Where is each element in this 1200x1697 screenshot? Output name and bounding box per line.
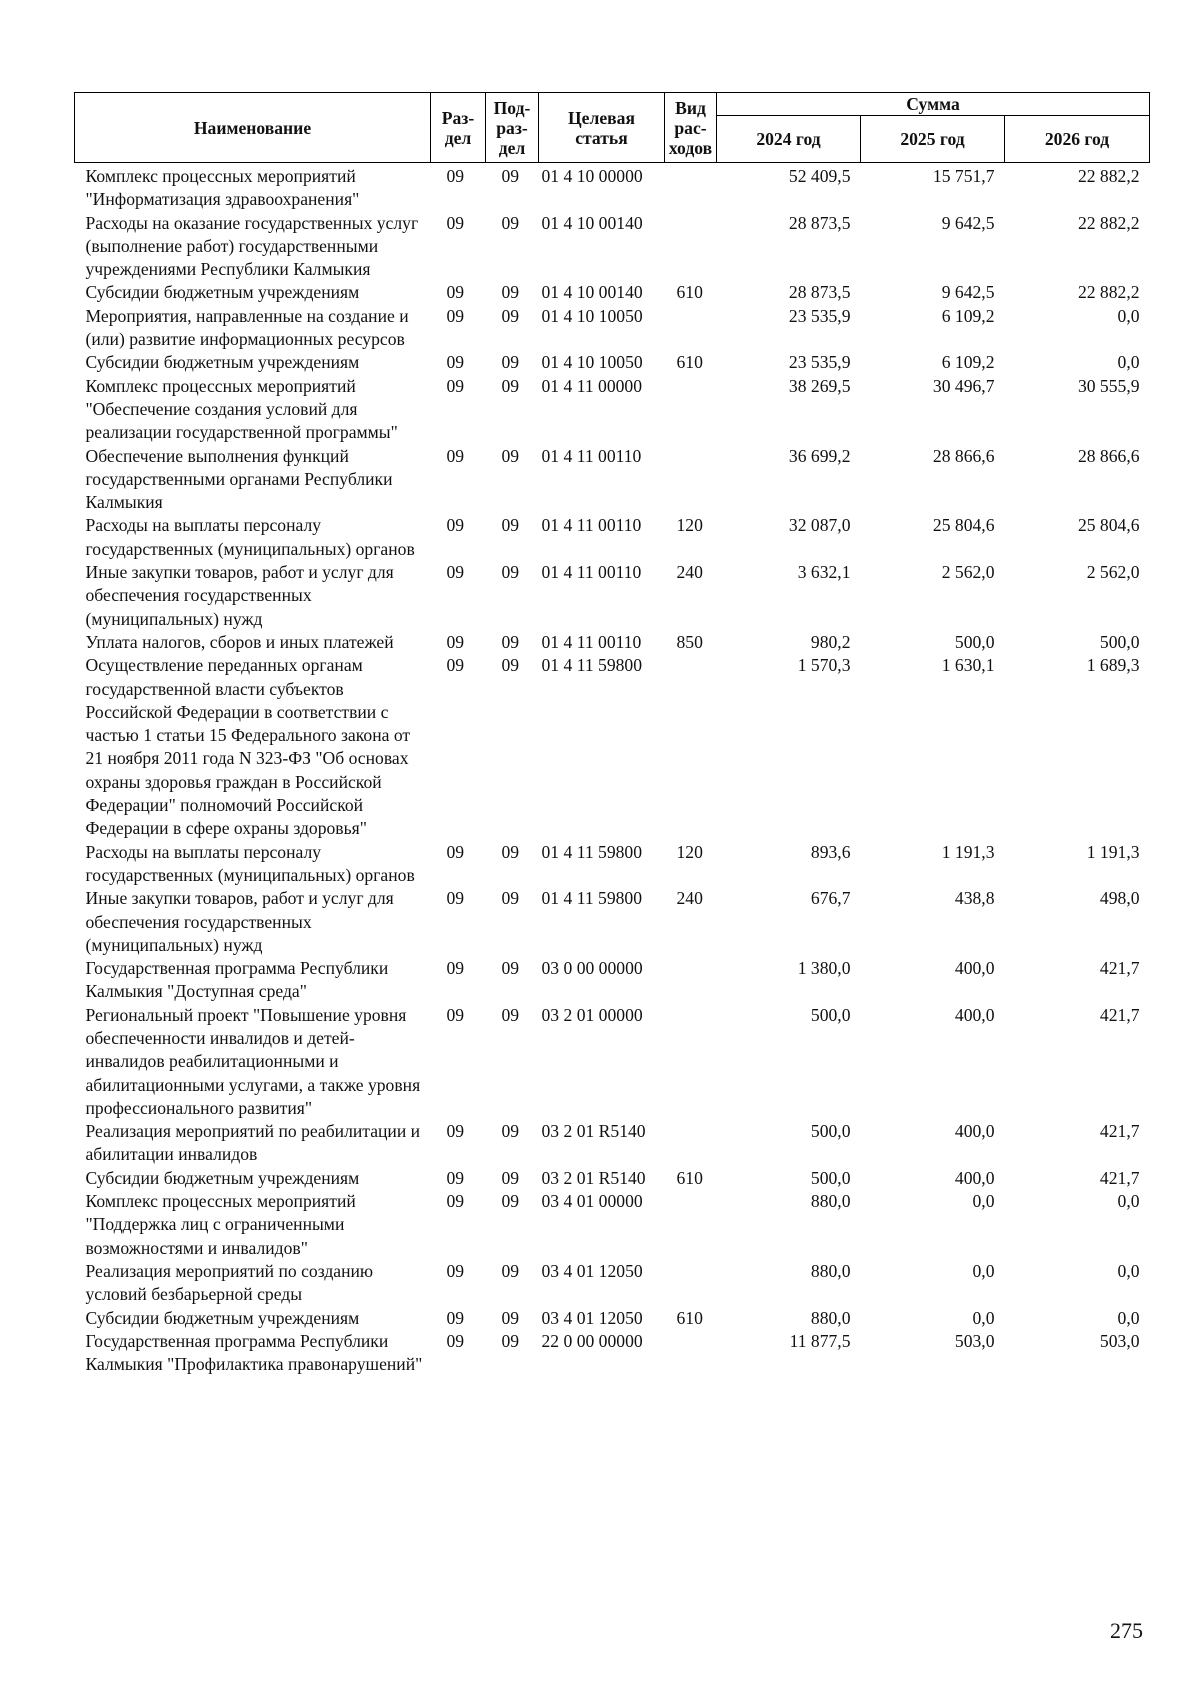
row-name: Расходы на выплаты персоналу государственных (муниципальных) органов	[85, 841, 415, 885]
row-name: Расходы на оказание государственных услуг (выполнение работ) государственными учреждениями Республики Калмыкия	[85, 212, 419, 280]
row-subsection: 09	[501, 562, 520, 583]
row-value-2024: 23 535,9	[788, 305, 851, 326]
row-value-2024: 880,0	[810, 1260, 851, 1281]
row-expense-type	[665, 305, 717, 352]
row-value-2024: 11 877,5	[789, 1330, 851, 1351]
row-value-2024: 676,7	[810, 888, 851, 909]
row-section: 09	[446, 1004, 465, 1025]
row-subsection: 09	[501, 1004, 520, 1025]
row-expense-type	[665, 957, 717, 1004]
row-target: 01 4 10 10050	[541, 352, 643, 373]
row-expense-type	[665, 1190, 717, 1260]
row-value-2026: 421,7	[1099, 1004, 1140, 1025]
table-row	[75, 957, 1150, 1004]
row-name: Реализация мероприятий по реабилитации и абилитации инвалидов	[85, 1121, 421, 1165]
row-target: 03 0 00 00000	[541, 958, 643, 979]
row-value-2025: 15 751,7	[932, 166, 995, 186]
row-value-2024: 500,0	[810, 1004, 851, 1025]
row-value-2026: 22 882,2	[1077, 282, 1140, 303]
row-value-2025: 1 191,3	[941, 841, 995, 862]
row-section: 09	[446, 841, 465, 862]
row-name: Уплата налогов, сборов и иных платежей	[85, 631, 394, 652]
header-2025: 2025 год	[861, 116, 1005, 163]
row-value-2026: 2 562,0	[1086, 562, 1140, 583]
row-value-2025: 400,0	[954, 958, 995, 979]
row-section: 09	[446, 212, 465, 233]
table-row	[75, 375, 1150, 445]
row-value-2024: 23 535,9	[788, 352, 851, 373]
row-value-2024: 500,0	[810, 1121, 851, 1142]
table-row	[75, 445, 1150, 515]
table-row	[75, 1120, 1150, 1167]
row-name: Реализация мероприятий по созданию условий безбарьерной среды	[85, 1260, 374, 1305]
row-value-2025: 9 642,5	[941, 212, 995, 233]
row-section: 09	[446, 655, 465, 676]
row-value-2026: 500,0	[1099, 631, 1140, 652]
row-value-2024: 38 269,5	[788, 375, 851, 396]
row-section: 09	[446, 166, 465, 186]
row-subsection: 09	[501, 655, 520, 676]
table-row	[75, 514, 1150, 561]
page-number: 275	[1110, 1618, 1143, 1643]
row-section: 09	[446, 1167, 465, 1188]
table-row	[75, 305, 1150, 352]
header-2026: 2026 год	[1005, 116, 1150, 163]
row-target: 01 4 11 00110	[541, 515, 642, 536]
row-target: 01 4 10 10050	[541, 305, 643, 326]
row-section: 09	[446, 305, 465, 326]
row-section: 09	[446, 1260, 465, 1281]
row-value-2025: 6 109,2	[941, 352, 995, 373]
row-name: Иные закупки товаров, работ и услуг для обеспечения государственных (муниципальных) нужд	[85, 888, 394, 955]
row-subsection: 09	[501, 1167, 520, 1188]
row-value-2025: 30 496,7	[932, 375, 995, 396]
row-section: 09	[446, 631, 465, 652]
table-row	[75, 561, 1150, 631]
row-value-2026: 421,7	[1099, 1121, 1140, 1142]
row-target: 03 4 01 00000	[541, 1191, 643, 1212]
row-value-2026: 0,0	[1117, 1260, 1140, 1281]
row-value-2026: 22 882,2	[1077, 212, 1140, 233]
row-name: Государственная программа Республики Калмыкия "Доступная среда"	[85, 958, 389, 1002]
row-value-2025: 0,0	[972, 1191, 995, 1212]
row-target: 01 4 11 00110	[541, 631, 642, 652]
row-target: 01 4 10 00000	[541, 166, 643, 186]
row-value-2026: 30 555,9	[1077, 375, 1140, 396]
row-value-2025: 0,0	[972, 1307, 995, 1328]
row-value-2025: 500,0	[954, 631, 995, 652]
table-row	[75, 281, 1150, 304]
row-section: 09	[446, 375, 465, 396]
header-name: Наименование	[75, 93, 431, 163]
row-expense-type: 610	[676, 1307, 703, 1328]
row-target: 03 4 01 12050	[541, 1307, 643, 1328]
row-name: Расходы на выплаты персоналу государственных (муниципальных) органов	[85, 515, 415, 559]
row-target: 01 4 10 00140	[541, 282, 643, 303]
row-name: Комплекс процессных мероприятий "Информатизация здравоохранения"	[85, 166, 360, 210]
row-value-2026: 22 882,2	[1077, 166, 1140, 186]
table-row	[75, 841, 1150, 888]
row-expense-type	[665, 445, 717, 515]
budget-table	[74, 92, 1150, 1376]
row-subsection: 09	[501, 1121, 520, 1142]
row-value-2025: 1 630,1	[941, 655, 995, 676]
row-section: 09	[446, 1121, 465, 1142]
row-target: 03 2 01 R5140	[541, 1121, 646, 1142]
row-target: 01 4 11 59800	[541, 655, 643, 676]
table-row	[75, 1330, 1150, 1377]
row-section: 09	[446, 958, 465, 979]
row-value-2024: 980,2	[810, 631, 851, 652]
table-row	[75, 1167, 1150, 1190]
row-expense-type: 610	[676, 1167, 703, 1188]
row-value-2025: 6 109,2	[941, 305, 995, 326]
row-section: 09	[446, 888, 465, 909]
row-target: 01 4 11 00110	[541, 562, 642, 583]
row-name: Субсидии бюджетным учреждениям	[85, 352, 360, 373]
row-subsection: 09	[501, 958, 520, 979]
row-value-2025: 28 866,6	[932, 445, 995, 466]
row-value-2025: 9 642,5	[941, 282, 995, 303]
row-value-2026: 503,0	[1099, 1330, 1140, 1351]
row-subsection: 09	[501, 375, 520, 396]
row-expense-type: 120	[676, 515, 703, 536]
row-value-2026: 25 804,6	[1077, 515, 1140, 536]
row-section: 09	[446, 515, 465, 536]
row-name: Субсидии бюджетным учреждениям	[85, 1167, 360, 1188]
table-row	[75, 1307, 1150, 1330]
header-expense-type	[665, 93, 717, 163]
table-body	[75, 163, 1150, 1377]
row-expense-type: 240	[676, 562, 703, 583]
row-expense-type: 240	[676, 888, 703, 909]
row-subsection: 09	[501, 282, 520, 303]
header-subsection-text: Под- раз- дел	[493, 97, 531, 158]
row-subsection: 09	[501, 631, 520, 652]
row-section: 09	[446, 562, 465, 583]
row-value-2026: 0,0	[1117, 352, 1140, 373]
row-value-2025: 400,0	[954, 1167, 995, 1188]
row-value-2025: 25 804,6	[932, 515, 995, 536]
table-row	[75, 887, 1150, 957]
row-name: Региональный проект "Повышение уровня обеспеченности инвалидов и детей-инвалидов реабилитационными и абилитационными услугами, а также уровня профессионального развития"	[85, 1004, 421, 1118]
row-expense-type: 610	[676, 282, 703, 303]
table-row	[75, 212, 1150, 282]
table-row	[75, 1260, 1150, 1307]
row-expense-type	[665, 1330, 717, 1377]
row-expense-type	[665, 375, 717, 445]
table-header	[75, 93, 1150, 163]
table-row	[75, 1190, 1150, 1260]
row-expense-type	[665, 163, 717, 212]
row-value-2026: 1 689,3	[1086, 655, 1140, 676]
row-value-2026: 0,0	[1117, 305, 1140, 326]
header-subsection	[486, 93, 539, 163]
table-row	[75, 163, 1150, 212]
row-name: Субсидии бюджетным учреждениям	[85, 1307, 360, 1328]
row-name: Осуществление переданных органам государственной власти субъектов Российской Федерации в соответствии с частью 1 статьи 15 Федерального закона от 21 ноября 2011 года N 323-ФЗ "Об основах охраны здоровья граждан в Российской Федерации" полномочий Российской Федерации в сфере охраны здоровья"	[85, 655, 411, 839]
row-value-2024: 28 873,5	[788, 282, 851, 303]
row-value-2025: 438,8	[954, 888, 995, 909]
row-value-2024: 3 632,1	[797, 562, 851, 583]
table-row	[75, 351, 1150, 374]
header-target-text: Целевая статья	[568, 107, 635, 148]
row-value-2025: 400,0	[954, 1121, 995, 1142]
row-expense-type: 610	[676, 352, 703, 373]
row-name: Комплекс процессных мероприятий "Поддержка лиц с ограниченными возможностями и инвалидов"	[85, 1191, 356, 1258]
row-subsection: 09	[501, 1307, 520, 1328]
row-section: 09	[446, 352, 465, 373]
header-target	[539, 93, 665, 163]
row-value-2025: 503,0	[954, 1330, 995, 1351]
row-name: Обеспечение выполнения функций государственными органами Республики Калмыкия	[85, 445, 393, 513]
row-subsection: 09	[501, 212, 520, 233]
row-value-2024: 36 699,2	[788, 445, 851, 466]
row-value-2025: 2 562,0	[941, 562, 995, 583]
row-value-2026: 1 191,3	[1086, 841, 1140, 862]
row-target: 01 4 11 00000	[541, 375, 643, 396]
row-name: Мероприятия, направленные на создание и (или) развитие информационных ресурсов	[85, 305, 409, 350]
row-value-2026: 498,0	[1099, 888, 1140, 909]
table-row	[75, 654, 1150, 840]
row-target: 01 4 11 59800	[541, 841, 643, 862]
row-subsection: 09	[501, 1330, 520, 1351]
row-section: 09	[446, 1307, 465, 1328]
row-subsection: 09	[501, 445, 520, 466]
row-subsection: 09	[501, 305, 520, 326]
row-value-2024: 880,0	[810, 1191, 851, 1212]
row-expense-type: 850	[676, 631, 703, 652]
row-value-2026: 0,0	[1117, 1191, 1140, 1212]
row-target: 01 4 10 00140	[541, 212, 643, 233]
row-target: 03 2 01 00000	[541, 1004, 643, 1025]
row-section: 09	[446, 1330, 465, 1351]
header-2024: 2024 год	[717, 116, 861, 163]
row-subsection: 09	[501, 1191, 520, 1212]
row-target: 03 4 01 12050	[541, 1260, 643, 1281]
row-value-2026: 421,7	[1099, 1167, 1140, 1188]
row-subsection: 09	[501, 166, 520, 186]
header-expense-type-text: Вид рас- ходов	[668, 97, 713, 158]
row-target: 01 4 11 59800	[541, 888, 643, 909]
header-section-text: Раз- дел	[441, 107, 475, 148]
row-section: 09	[446, 445, 465, 466]
row-target: 22 0 00 00000	[541, 1330, 643, 1351]
table-row	[75, 1004, 1150, 1120]
row-value-2024: 893,6	[810, 841, 851, 862]
row-subsection: 09	[501, 352, 520, 373]
row-subsection: 09	[501, 515, 520, 536]
row-value-2024: 880,0	[810, 1307, 851, 1328]
row-expense-type	[665, 1004, 717, 1120]
row-value-2025: 400,0	[954, 1004, 995, 1025]
row-value-2024: 32 087,0	[788, 515, 851, 536]
row-value-2024: 52 409,5	[788, 166, 851, 186]
header-section	[431, 93, 486, 163]
row-name: Субсидии бюджетным учреждениям	[85, 282, 360, 303]
row-name: Комплекс процессных мероприятий "Обеспечение создания условий для реализации государственной программы"	[85, 375, 398, 443]
row-expense-type	[665, 212, 717, 282]
row-section: 09	[446, 1191, 465, 1212]
row-value-2026: 421,7	[1099, 958, 1140, 979]
row-expense-type	[665, 1120, 717, 1167]
table-row	[75, 631, 1150, 654]
row-section: 09	[446, 282, 465, 303]
row-value-2024: 1 570,3	[797, 655, 851, 676]
row-target: 03 2 01 R5140	[541, 1167, 646, 1188]
row-expense-type	[665, 1260, 717, 1307]
row-subsection: 09	[501, 888, 520, 909]
row-value-2024: 28 873,5	[788, 212, 851, 233]
row-subsection: 09	[501, 841, 520, 862]
row-value-2025: 0,0	[972, 1260, 995, 1281]
row-target: 01 4 11 00110	[541, 445, 642, 466]
row-name: Государственная программа Республики Калмыкия "Профилактика правонарушений"	[85, 1330, 423, 1375]
row-subsection: 09	[501, 1260, 520, 1281]
header-sum: Сумма	[717, 93, 1150, 116]
row-name: Иные закупки товаров, работ и услуг для обеспечения государственных (муниципальных) нужд	[85, 562, 394, 629]
row-value-2024: 500,0	[810, 1167, 851, 1188]
row-value-2026: 28 866,6	[1077, 445, 1140, 466]
row-value-2024: 1 380,0	[797, 958, 851, 979]
row-expense-type	[665, 654, 717, 840]
row-value-2026: 0,0	[1117, 1307, 1140, 1328]
row-expense-type: 120	[676, 841, 703, 862]
